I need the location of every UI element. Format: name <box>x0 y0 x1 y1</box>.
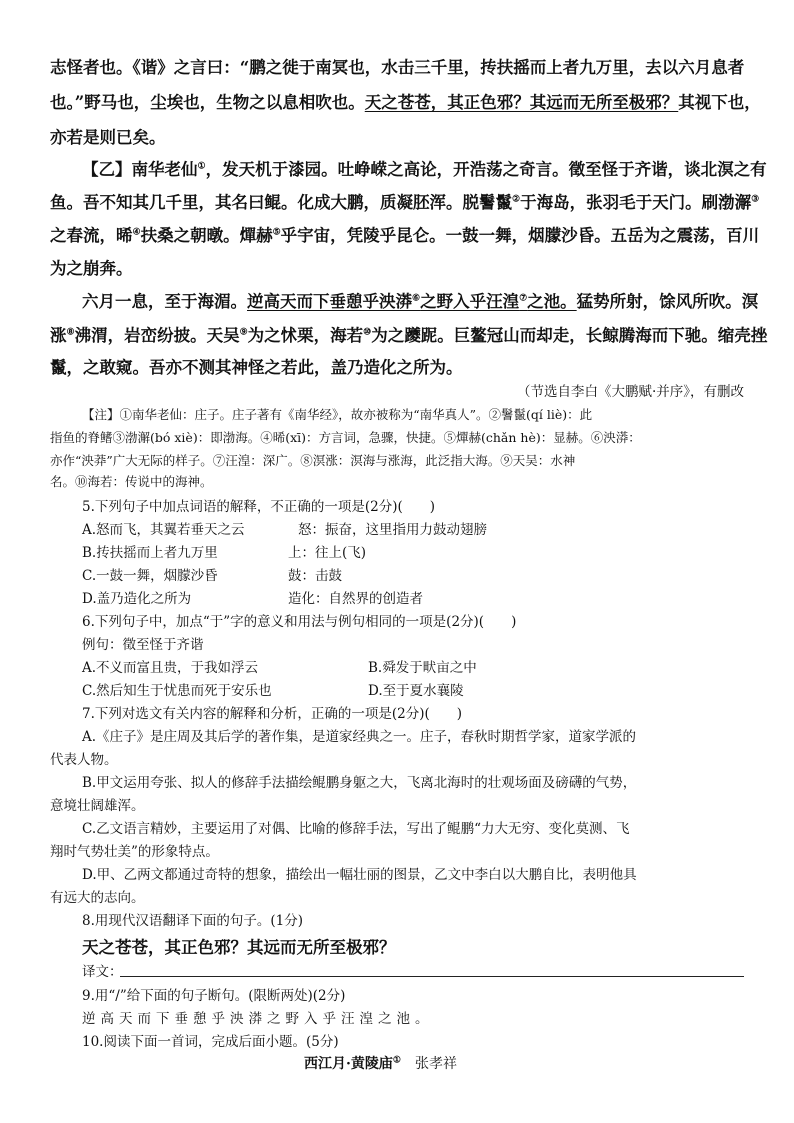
notes-line-4 <box>50 472 213 490</box>
text: 之池。 <box>527 292 577 311</box>
footnote-marker: ④ <box>132 227 141 238</box>
passage-yi-line-2 <box>50 189 759 213</box>
text: 翔时气势壮美”的形象特点。 <box>50 844 219 860</box>
text: D.至于夏水襄陵 <box>368 683 464 699</box>
text: D.甲、乙两文都通过奇特的想象，描绘出一幅壮丽的图景，乙文中李白以大鹏自比，表明他具 <box>82 867 637 883</box>
q7-option-a-line-2 <box>50 748 118 768</box>
q7-option-c-line-1 <box>82 817 630 837</box>
text: 于海岛，张羽毛于天门。刷渤澥 <box>520 193 752 212</box>
text: 逆高天而下垂憩乎泱漭之野入乎汪湟之池。 <box>82 1011 434 1027</box>
notes-line-1 <box>82 405 592 423</box>
passage-yi-line-3 <box>50 222 759 246</box>
q6-example <box>82 633 204 653</box>
text: 为之崩奔。 <box>50 259 133 278</box>
passage-yi-line-4 <box>50 255 133 279</box>
q6-option-d <box>368 679 464 699</box>
q6-option-b <box>368 656 477 676</box>
text: （节选自李白《大鹏赋·并序》，有删改 <box>516 384 744 400</box>
question-6 <box>82 610 516 630</box>
footnote-marker: ⑦ <box>519 293 528 304</box>
source-attribution <box>517 380 744 400</box>
question-7 <box>82 702 462 722</box>
q8-answer-line[interactable] <box>120 976 744 977</box>
q7-option-c-line-2 <box>50 840 219 860</box>
text: B.抟扶摇而上者九万里 <box>82 545 218 561</box>
text: 8.用现代汉语翻译下面的句子。(1分) <box>82 913 304 929</box>
question-8 <box>82 909 303 929</box>
text: 译文： <box>82 964 123 980</box>
text: 上：往上(飞) <box>288 545 367 561</box>
text: 亦若是则已矣。 <box>50 128 166 147</box>
footnote-marker: ⑨ <box>239 327 248 338</box>
q6-option-c <box>82 679 272 699</box>
text: 代表人物。 <box>50 752 118 768</box>
q6-option-a <box>82 656 258 676</box>
footnote-marker: ① <box>197 161 206 172</box>
text: 造化：自然界的创造者 <box>288 591 423 607</box>
text: A.怒而飞，其翼若垂天之云 <box>82 522 245 538</box>
text: 鬣，之敢窥。吾亦不测其神怪之若此，盖乃造化之所为。 <box>50 358 463 377</box>
q5-option-b <box>82 541 218 561</box>
text: 其视下也， <box>678 93 761 112</box>
text: 天之苍苍，其正色邪？其远而无所至极邪？ <box>82 938 396 957</box>
footnote-marker: ⑧ <box>66 327 75 338</box>
footnote-marker: ② <box>512 194 521 205</box>
text: 志怪者也。《谐》之言曰：“鹏之徙于南冥也，水击三千里，抟扶摇而上者九万里，去以六月息者 <box>50 58 745 77</box>
poem-title <box>304 1053 457 1073</box>
passage-jia-line-1 <box>50 54 744 78</box>
text: 【乙】南华老仙 <box>82 160 198 179</box>
q5-option-a-explanation <box>298 518 487 538</box>
question-5 <box>82 495 435 515</box>
text: 为之怵栗，海若 <box>247 326 364 345</box>
text: 6.下列句子中，加点“于”字的意义和用法与例句相同的一项是(2分)( ) <box>82 614 517 630</box>
footnote-marker: ③ <box>751 194 760 205</box>
text: 之野入乎汪湟 <box>420 292 520 311</box>
text: C.乙文语言精妙，主要运用了对偶、比喻的修辞手法，写出了鲲鹏“力大无穷、变化莫测、飞 <box>82 821 630 837</box>
text: ，发天机于漆园。吐峥嵘之高论，开浩荡之奇言。徵至怪于齐谐，谈北溟之有 <box>205 160 767 179</box>
text: 为之躨跜。巨鳌冠山而却走，长鲸腾海而下驰。缩壳挫 <box>371 326 768 345</box>
text: 【注】①南华老仙：庄子。庄子著有《南华经》，故亦被称为“南华真人”。②鬐鬣(qí liè)：此 <box>82 407 593 422</box>
passage-yi-line-1 <box>82 156 767 180</box>
underlined-sentence: 天之苍苍，其正色邪？其远而无所至极邪？ <box>364 93 679 112</box>
text: 鱼。吾不知其几千里，其名曰鲲。化成大鹏，质凝胚浑。脱鬐鬣 <box>50 193 512 212</box>
footnote-marker: ⑥ <box>412 293 421 304</box>
q8-sentence <box>82 934 396 958</box>
notes-line-2 <box>50 428 641 446</box>
text: 之春流，晞 <box>50 226 133 245</box>
footnote-marker: ① <box>392 1055 401 1066</box>
text: 六月一息，至于海湄。 <box>82 292 247 311</box>
text: B.甲文运用夸张、拟人的修辞手法描绘鲲鹏身躯之大，飞离北海时的壮观场面及磅礴的气势， <box>82 775 637 791</box>
question-10 <box>82 1030 339 1050</box>
underlined-sentence <box>247 292 577 311</box>
text: 10.阅读下面一首词，完成后面小题。(5分) <box>82 1034 339 1050</box>
text: 扶桑之朝暾。燀赫 <box>140 226 273 245</box>
q8-translation-label <box>82 960 123 980</box>
text: A.不义而富且贵，于我如浮云 <box>82 660 259 676</box>
q7-option-d-line-2 <box>50 886 145 906</box>
text: B.舜发于畎亩之中 <box>368 660 477 676</box>
text: 西江月·黄陵庙 <box>304 1056 393 1072</box>
text: 意境壮阔雄浑。 <box>50 798 145 814</box>
text: 5.下列句子中加点词语的解释，不正确的一项是(2分)( ) <box>82 499 436 515</box>
q5-option-d <box>82 587 191 607</box>
q9-sentence <box>82 1007 434 1027</box>
text: C.一鼓一舞，烟朦沙昏 <box>82 568 218 584</box>
q5-option-b-explanation <box>288 541 366 561</box>
text: 也。”野马也，尘埃也，生物之以息相吹也。 <box>50 93 365 112</box>
text: 张孝祥 <box>400 1056 457 1072</box>
q5-option-c-explanation <box>288 564 342 584</box>
notes-line-3 <box>50 451 575 469</box>
text: 指鱼的脊鳍③渤澥(bó xiè)：即渤海。④晞(xī)：方言词，急骤，快捷。⑤燀赫(chǎn hè)：显赫。⑥泱漭： <box>50 430 641 445</box>
q7-option-a-line-1 <box>82 725 636 745</box>
passage-yi-line-7 <box>50 354 463 378</box>
text: 名。⑩海若：传说中的海神。 <box>50 474 213 489</box>
passage-yi-line-5 <box>82 288 758 312</box>
q5-option-a <box>82 518 245 538</box>
text: 鼓：击鼓 <box>288 568 342 584</box>
text: 有远大的志向。 <box>50 890 145 906</box>
text: 乎宇宙，凭陵乎昆仑。一鼓一舞，烟朦沙昏。五岳为之震荡，百川 <box>280 226 760 245</box>
text: 7.下列对选文有关内容的解释和分析，正确的一项是(2分)( ) <box>82 706 463 722</box>
q5-option-c <box>82 564 218 584</box>
text: D.盖乃造化之所为 <box>82 591 192 607</box>
text: 涨 <box>50 326 67 345</box>
q7-option-d-line-1 <box>82 863 637 883</box>
text: 猛势所射，馀风所吹。溟 <box>576 292 759 311</box>
text: 亦作“泱莽”广大无际的样子。⑦汪湟：深广。⑧溟涨：溟海与涨海，此泛指大海。⑨天吴：水神 <box>50 453 576 468</box>
question-9 <box>82 984 345 1004</box>
q7-option-b-line-2 <box>50 794 145 814</box>
q5-option-d-explanation <box>288 587 423 607</box>
text: 怒：振奋，这里指用力鼓动翅膀 <box>298 522 487 538</box>
passage-yi-line-6 <box>50 322 767 346</box>
text: 沸渭，岩峦纷披。天吴 <box>74 326 240 345</box>
text: 例句：徵至怪于齐谐 <box>82 637 204 653</box>
text: 9.用“/”给下面的句子断句。(限断两处)(2分) <box>82 988 346 1004</box>
q7-option-b-line-1 <box>82 771 636 791</box>
passage-jia-line-2 <box>50 89 761 113</box>
text: 逆高天而下垂憩乎泱漭 <box>247 292 412 311</box>
passage-jia-line-3 <box>50 124 166 148</box>
text: C.然后知生于忧患而死于安乐也 <box>82 683 272 699</box>
text: A.《庄子》是庄周及其后学的著作集，是道家经典之一。庄子，春秋时期哲学家，道家学派的 <box>82 729 637 745</box>
footnote-marker: ⑩ <box>363 327 372 338</box>
footnote-marker: ⑤ <box>272 227 281 238</box>
